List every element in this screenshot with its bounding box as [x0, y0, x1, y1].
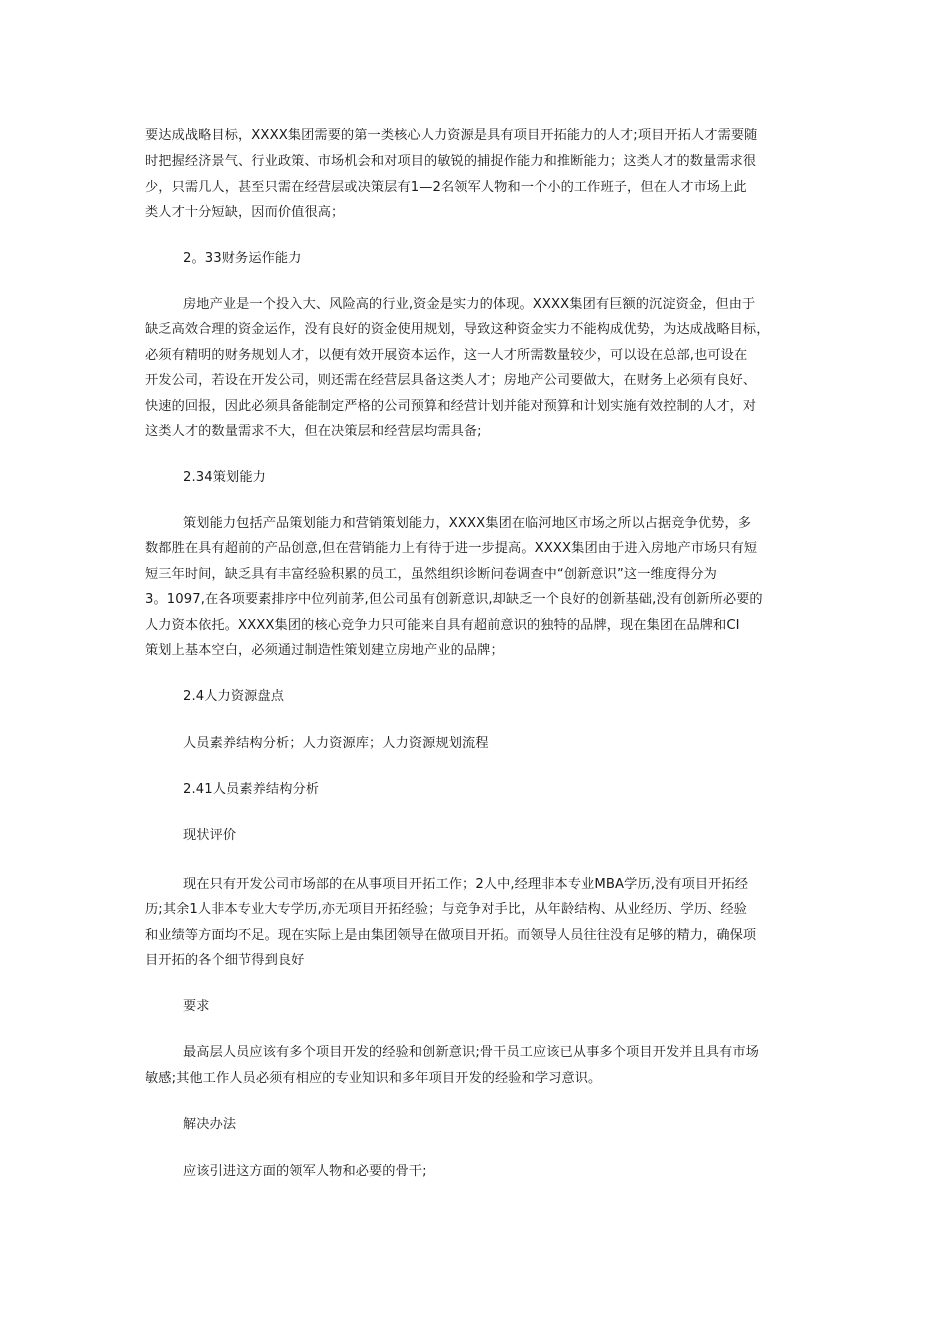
subsection-heading: 要求 [183, 999, 210, 1014]
paragraph-line: 3。1097,在各项要素排序中位列前茅,但公司虽有创新意识,却缺乏一个良好的创新基础,没有创新所必要的 [145, 592, 763, 607]
paragraph-line: 房地产业是一个投入大、风险高的行业,资金是实力的体现。XXXX集团有巨额的沉淀资金，但由于 [183, 297, 756, 312]
paragraph-line: 要达成战略目标，XXXX集团需要的第一类核心人力资源是具有项目开拓能力的人才;项目开拓人才需要随 [145, 128, 758, 143]
paragraph-line: 敏感;其他工作人员必须有相应的专业知识和多年项目开发的经验和学习意识。 [145, 1071, 602, 1086]
paragraph-line: 开发公司，若设在开发公司，则还需在经营层具备这类人才；房地产公司要做大，在财务上必须有良好、 [145, 373, 757, 388]
paragraph-line: 必须有精明的财务规划人才，以便有效开展资本运作，这一人才所需数量较少，可以设在总部,也可设在 [145, 348, 748, 363]
paragraph-line: 历;其余1人非本专业大专学历,亦无项目开拓经验；与竞争对手比，从年龄结构、从业经历、学历、经验 [145, 902, 747, 917]
paragraph-line: 人员素养结构分析；人力资源库；人力资源规划流程 [183, 736, 489, 751]
paragraph-line: 最高层人员应该有多个项目开发的经验和创新意识;骨干员工应该已从事多个项目开发并且具有市场 [183, 1045, 759, 1060]
paragraph-line: 短三年时间，缺乏具有丰富经验积累的员工，虽然组织诊断问卷调查中“创新意识”这一维度得分为 [145, 567, 717, 582]
paragraph-line: 目开拓的各个细节得到良好 [145, 953, 305, 968]
paragraph-line: 少，只需几人，甚至只需在经营层或决策层有1—2名领军人物和一个小的工作班子，但在人才市场上此 [145, 180, 747, 195]
paragraph-line: 和业绩等方面均不足。现在实际上是由集团领导在做项目开拓。而领导人员往往没有足够的精力，确保项 [145, 928, 757, 943]
paragraph-line: 时把握经济景气、行业政策、市场机会和对项目的敏锐的捕捉作能力和推断能力；这类人才的数量需求很 [145, 154, 757, 169]
subsection-heading: 解决办法 [183, 1117, 237, 1132]
paragraph-line: 缺乏高效合理的资金运作，没有良好的资金使用规划，导致这种资金实力不能构成优势，为达成战略目标， [145, 322, 770, 337]
section-heading: 2.41人员素养结构分析 [183, 782, 320, 797]
subsection-heading: 现状评价 [183, 828, 237, 843]
paragraph-line: 应该引进这方面的领军人物和必要的骨干; [183, 1164, 427, 1179]
section-heading: 2。33财务运作能力 [183, 251, 302, 266]
paragraph-line: 策划能力包括产品策划能力和营销策划能力，XXXX集团在临河地区市场之所以占据竞争优势，多 [183, 516, 752, 531]
section-heading: 2.34策划能力 [183, 470, 266, 485]
section-heading: 2.4人力资源盘点 [183, 689, 284, 704]
paragraph-line: 这类人才的数量需求不大，但在决策层和经营层均需具备; [145, 424, 482, 439]
paragraph-line: 现在只有开发公司市场部的在从事项目开拓工作；2人中,经理非本专业MBA学历,没有项目开拓经 [183, 877, 749, 892]
paragraph-line: 人力资本依托。XXXX集团的核心竞争力只可能来自具有超前意识的独特的品牌，现在集团在品牌和CI [145, 618, 740, 633]
paragraph-line: 快速的回报，因此必须具备能制定严格的公司预算和经营计划并能对预算和计划实施有效控制的人才，对 [145, 399, 757, 414]
paragraph-line: 类人才十分短缺，因而价值很高； [145, 205, 345, 220]
paragraph-line: 数都胜在具有超前的产品创意,但在营销能力上有待于进一步提高。XXXX集团由于进入房地产市场只有短 [145, 541, 758, 556]
paragraph-line: 策划上基本空白，必须通过制造性策划建立房地产业的品牌； [145, 643, 504, 658]
